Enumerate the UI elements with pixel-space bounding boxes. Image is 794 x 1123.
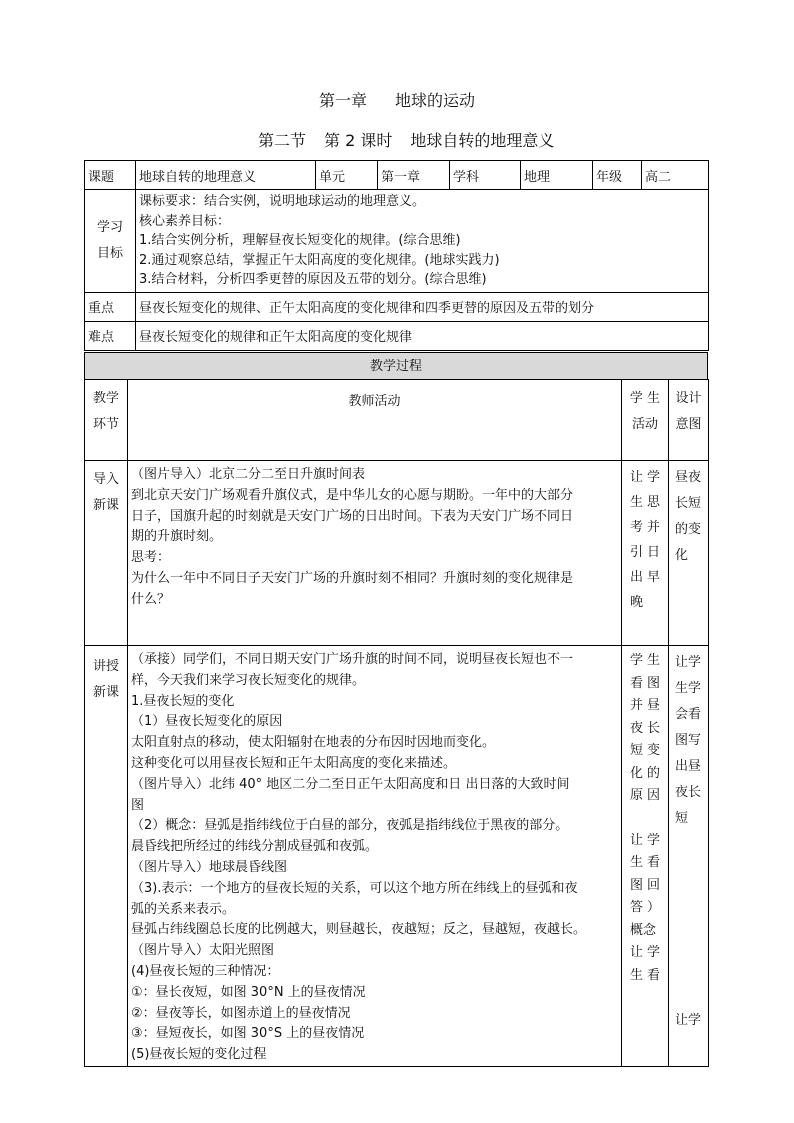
goal-line: 3.结合材料，分析四季更替的原因及五带的划分。(综合思维) [139,272,487,287]
lecture-design-intent: 让学 生学 会看 图写 出昼 夜长 短 让学 [669,646,709,1067]
text-line: (4)昼夜长短的三种情况： [131,963,280,979]
goals-content [136,190,709,293]
text-line: （2）概念：昼弧是指纬线位于白昼的部分，夜弧是指纬线位于黑夜的部分。 [131,818,569,834]
text-line: 这种变化可以用昼夜长短和正午太阳高度的变化来描述。 [131,755,457,771]
lecture-student-activity: 学生 看图 并昼 夜长 短变 化的 原因 让学 生看 图回 答） 概念 让学 生看 [622,646,669,1067]
intro-student-activity: 让学 生思 考并 引日 出早 晚 [622,461,669,646]
text-line: 1.昼夜长短的变化 [131,693,235,709]
text-line: (5)昼夜长短的变化过程 [131,1047,267,1063]
process-table [84,379,709,1067]
lesson-title [258,128,554,151]
grade-label: 年级 [593,161,642,190]
subject-value: 地理 [521,161,593,190]
intro-row [85,461,709,646]
text-line: 太阳直射点的移动，使太阳辐射在地表的分布因时因地而变化。 [131,735,496,751]
text-line: 期的升旗时刻。 [131,529,223,545]
lesson-number: 第 2 课时 [324,131,393,150]
section-number: 第二节 [258,131,307,150]
text-line: 到北京天安门广场观看升旗仪式，是中华儿女的心愿与期盼。一年中的大部分 [131,487,574,503]
info-row [85,161,709,190]
goal-line: 1.结合实例分析，理解昼夜长短变化的规律。(综合思维) [139,233,461,248]
text-line: 为什么一年中不同日子天安门广场的升旗时刻不相同？升旗时刻的变化规律是 [131,570,574,586]
chapter-number: 第一章 [318,91,367,110]
key-points-text: 昼夜长短变化的规律、正午太阳高度的变化规律和四季更替的原因及五带的划分 [136,292,709,321]
student-activity-header: 学 生 活动 [622,380,669,461]
goals-row [85,190,709,293]
grade-value: 高二 [642,161,709,190]
text-line: （1）昼夜长短变化的原因 [131,714,283,730]
design-intent-header: 设计 意图 [669,380,709,461]
text-line: 晨昏线把所经过的纬线分割成昼弧和夜弧。 [131,839,379,855]
goal-line: 核心素养目标： [139,213,231,229]
text-line: 图 [131,797,145,813]
lecture-row [85,646,709,1067]
text-line: （图片导入）北京二分二至日升旗时间表 [131,467,366,482]
process-header-row [85,380,709,461]
text-line: 弧的关系来表示。 [131,901,236,917]
text-line: 日子，国旗升起的时刻就是天安门广场的日出时间。下表为天安门广场不同日 [131,508,574,524]
goal-line: 课标要求：结合实例，说明地球运动的地理意义。 [139,194,426,209]
goals-label: 学习 目标 [85,190,136,293]
lecture-phase: 讲授 新课 [85,646,128,1067]
chapter-title [0,88,794,111]
difficulty-row [85,321,709,350]
lesson-info-table [84,160,709,351]
intro-phase: 导入 新课 [85,461,128,646]
text-line: 什么？ [131,591,171,607]
teacher-activity-header: 教师活动 [128,380,622,461]
subject-label: 学科 [450,161,521,190]
unit-label: 单元 [316,161,378,190]
lesson-name: 地球自转的地理意义 [410,131,555,150]
difficulty-text: 昼夜长短变化的规律和正午太阳高度的变化规律 [136,321,709,350]
text-line: （承接）同学们，不同日期天安门广场升旗的时间不同，说明昼夜长短也不一 [131,652,574,667]
text-line: 样，今天我们来学习夜长短变化的规律。 [131,672,366,688]
text-line: ②：昼夜等长，如图赤道上的昼夜情况 [131,1005,351,1021]
intro-teacher-activity [128,461,622,646]
topic-value: 地球自转的地理意义 [136,161,316,190]
unit-value: 第一章 [378,161,450,190]
process-title: 教学过程 [84,352,708,380]
phase-header: 教学 环节 [85,380,128,461]
key-points-row [85,292,709,321]
lecture-teacher-activity [128,646,622,1067]
key-points-label: 重点 [85,292,136,321]
text-line: 思考： [131,550,171,566]
chapter-name: 地球的运动 [395,91,476,110]
text-line: ③：昼短夜长，如图 30°S 上的昼夜情况 [131,1026,365,1042]
difficulty-label: 难点 [85,321,136,350]
goal-line: 2.通过观察总结，掌握正午太阳高度的变化规律。(地球实践力) [139,252,500,268]
text-line: （图片导入）太阳光照图 [131,943,275,959]
text-line: （图片导入）北纬 40° 地区二分二至日正午太阳高度和日 出日落的大致时间 [131,776,570,792]
text-line: （3).表示：一个地方的昼夜长短的关系，可以这个地方所在纬线上的昼弧和夜 [131,880,578,896]
text-line: （图片导入）地球晨昏线图 [131,859,288,875]
text-line: 昼弧占纬线圈总长度的比例越大，则昼越长，夜越短；反之，昼越短，夜越长。 [131,922,587,938]
text-line: ①：昼长夜短，如图 30°N 上的昼夜情况 [131,984,366,1000]
intro-design-intent: 昼夜 长短 的变 化 [669,461,709,646]
topic-label: 课题 [85,161,136,190]
